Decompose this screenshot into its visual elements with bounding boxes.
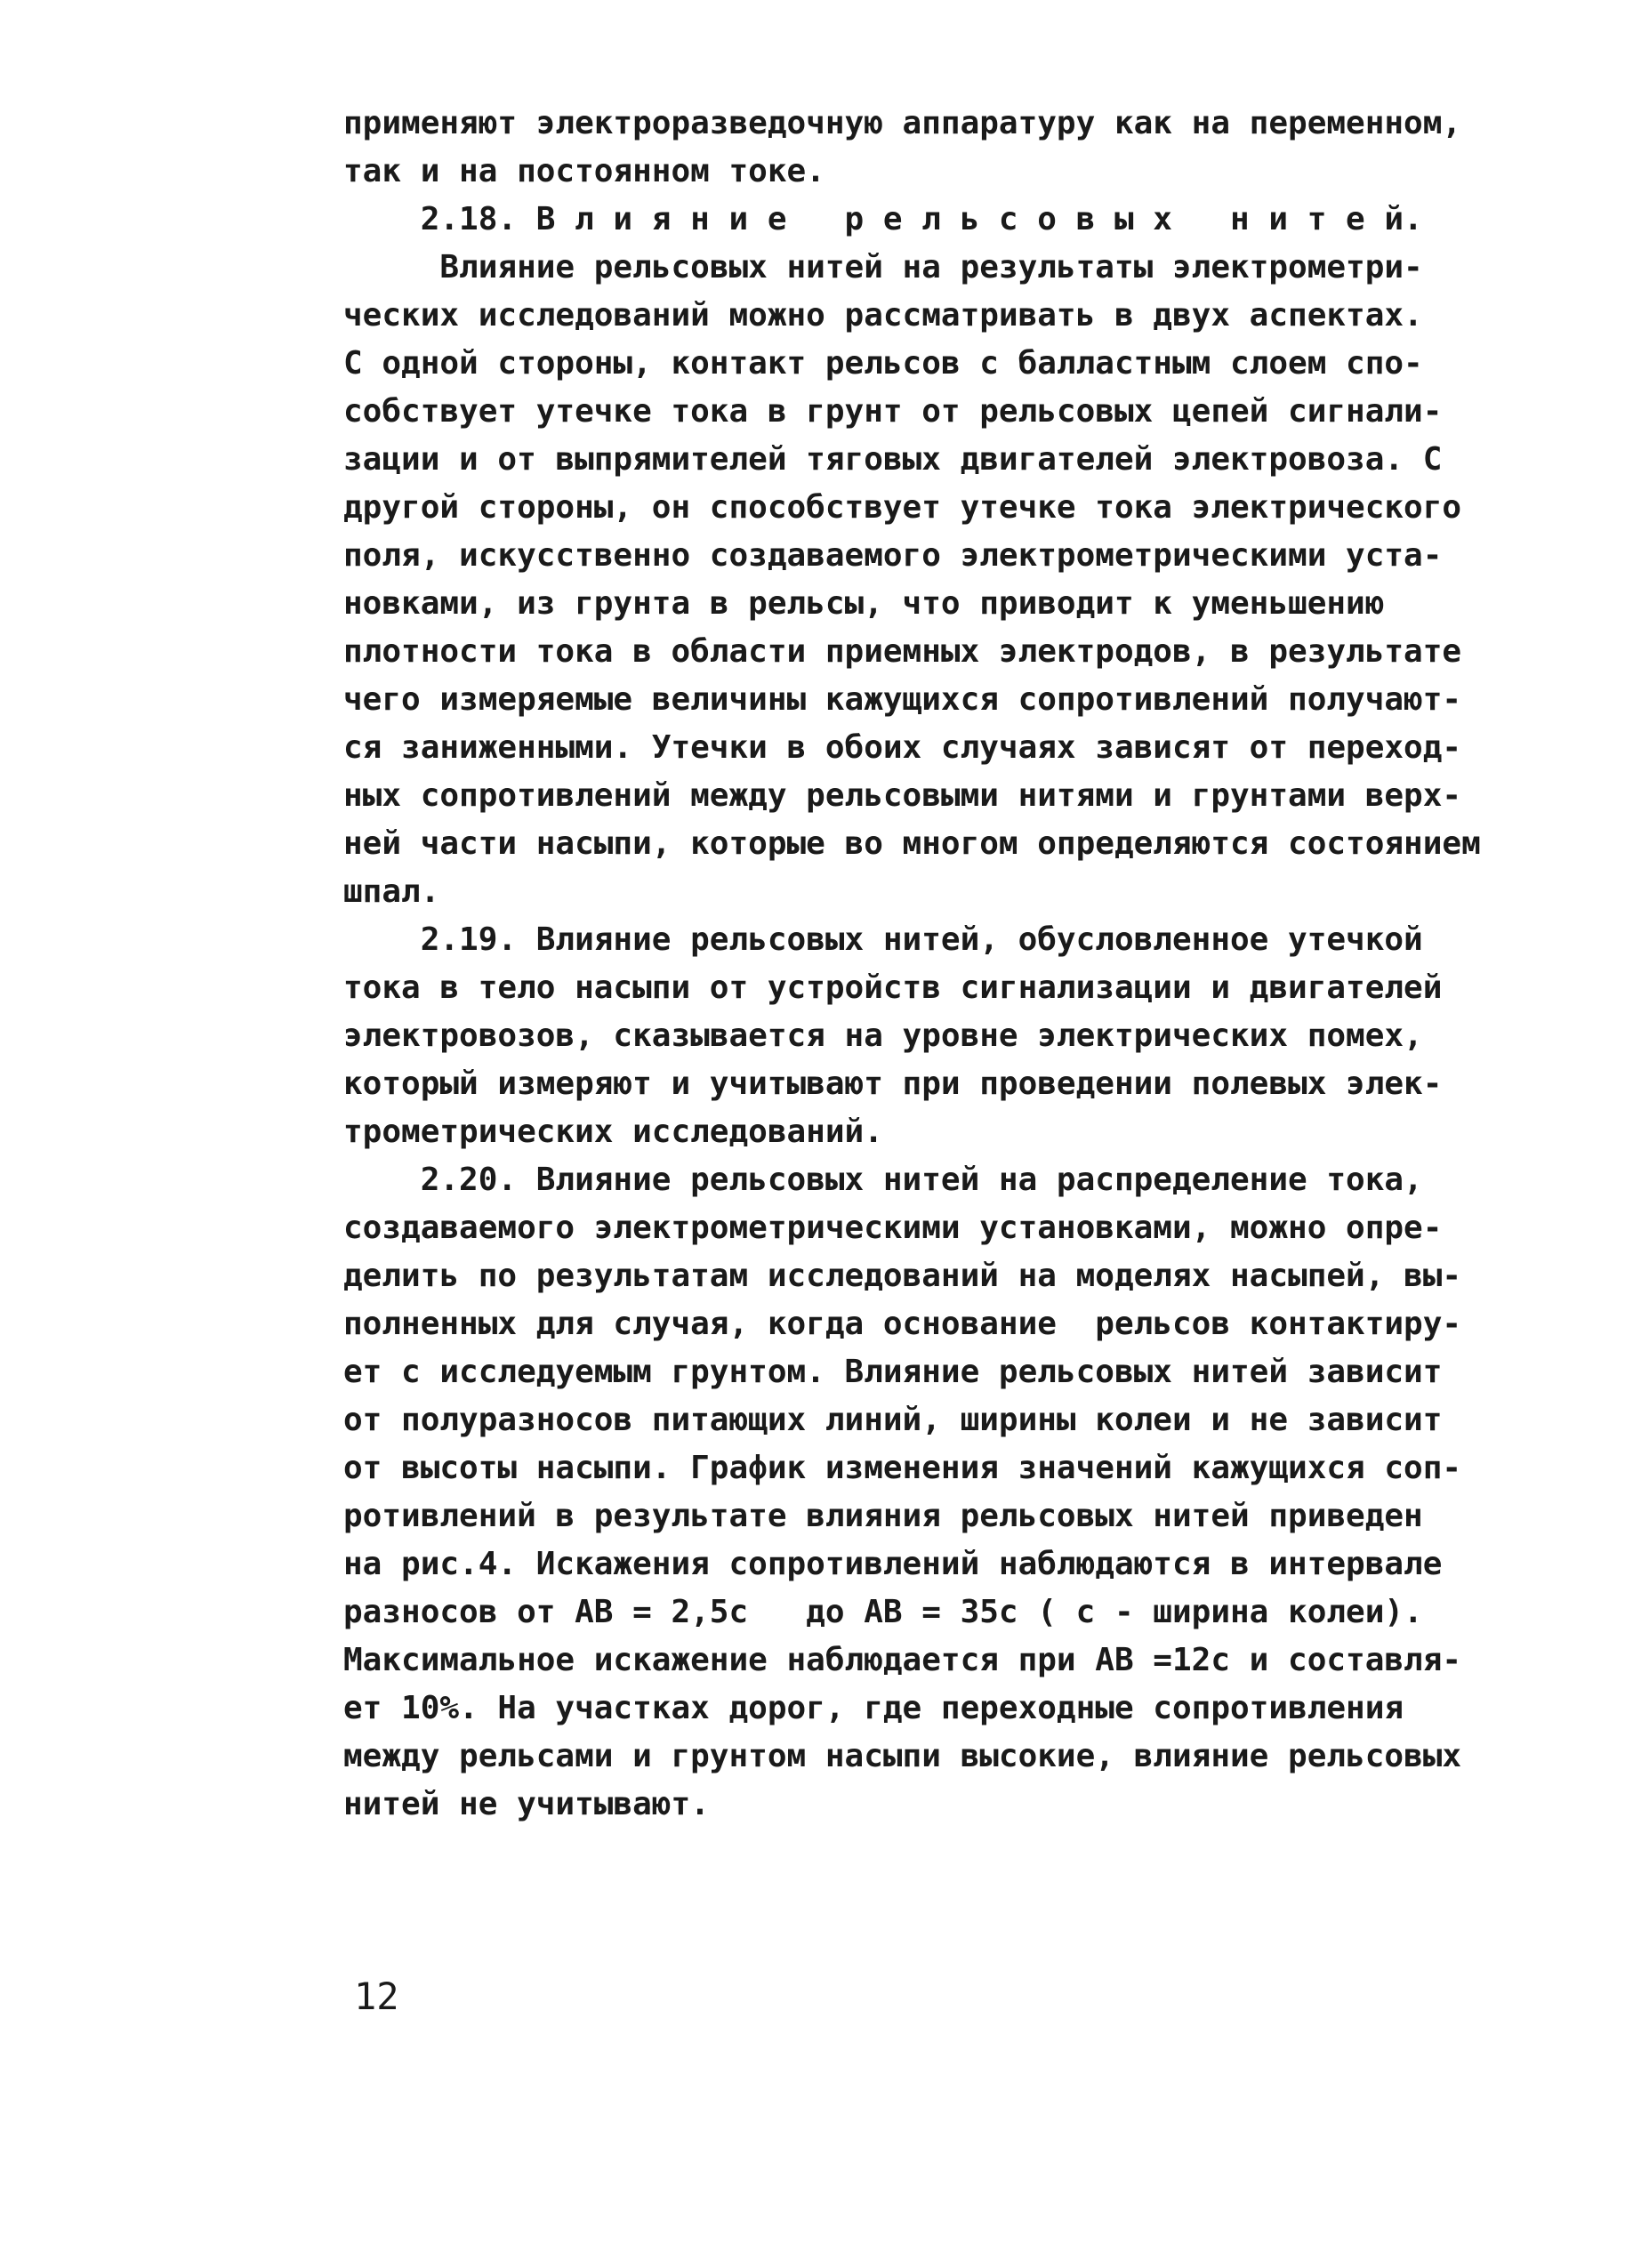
text-line: который измеряют и учитывают при проведении полевых элек- — [343, 1066, 1443, 1102]
text-line: С одной стороны, контакт рельсов с балластным слоем спо- — [343, 345, 1423, 382]
text-line: так и на постоянном токе. — [343, 153, 825, 189]
text-line: разносов от АВ = 2,5с до АВ = 35с ( с - ширина колеи). — [343, 1594, 1423, 1630]
text-line: Максимальное искажение наблюдается при АВ =12с и составля- — [343, 1642, 1462, 1678]
text-line: создаваемого электрометрическими установками, можно опре- — [343, 1210, 1443, 1246]
text-line: между рельсами и грунтом насыпи высокие, влияние рельсовых — [343, 1738, 1462, 1774]
text-line: тока в тело насыпи от устройств сигнализации и двигателей — [343, 969, 1443, 1006]
text-line: полненных для случая, когда основание рельсов контактиру- — [343, 1306, 1462, 1342]
text-line: другой стороны, он способствует утечке тока электрического — [343, 489, 1462, 526]
text-line: зации и от выпрямителей тяговых двигателей электровоза. С — [343, 441, 1443, 478]
text-line: новками, из грунта в рельсы, что приводит к уменьшению — [343, 585, 1385, 622]
text-line: ческих исследований можно рассматривать в двух аспектах. — [343, 297, 1423, 334]
text-line: 2.19. Влияние рельсовых нитей, обусловленное утечкой — [343, 921, 1423, 958]
text-line: на рис.4. Искажения сопротивлений наблюдаются в интервале — [343, 1546, 1443, 1582]
text-line: трометрических исследований. — [343, 1114, 883, 1150]
text-line: плотности тока в области приемных электродов, в результате — [343, 633, 1462, 670]
text-line: делить по результатам исследований на моделях насыпей, вы- — [343, 1258, 1462, 1294]
text-line: ных сопротивлений между рельсовыми нитями и грунтами верх- — [343, 777, 1462, 814]
text-line: нитей не учитывают. — [343, 1786, 710, 1822]
section-heading: 2.18. В л и я н и е р е л ь с о в ы х н и т е й. — [343, 201, 1423, 237]
text-line: Влияние рельсовых нитей на результаты электрометри- — [343, 249, 1423, 286]
text-line: от высоты насыпи. График изменения значений кажущихся соп- — [343, 1450, 1462, 1486]
text-line: поля, искусственно создаваемого электрометрическими уста- — [343, 537, 1443, 574]
text-line: ет 10%. На участках дорог, где переходные сопротивления — [343, 1690, 1404, 1726]
text-line: ет с исследуемым грунтом. Влияние рельсовых нитей зависит — [343, 1354, 1443, 1390]
text-line: чего измеряемые величины кажущихся сопротивлений получают- — [343, 681, 1462, 718]
text-line: шпал. — [343, 873, 440, 910]
text-line: от полуразносов питающих линий, ширины колеи и не зависит — [343, 1402, 1443, 1438]
text-line: ся заниженными. Утечки в обоих случаях зависят от переход- — [343, 729, 1462, 766]
page-number: 12 — [354, 1974, 399, 2018]
text-line: 2.20. Влияние рельсовых нитей на распределение тока, — [343, 1162, 1423, 1198]
text-line: ней части насыпи, которые во многом определяются состоянием — [343, 825, 1481, 862]
text-line: электровозов, сказывается на уровне электрических помех, — [343, 1017, 1423, 1054]
text-line: ротивлений в результате влияния рельсовых нитей приведен — [343, 1498, 1423, 1534]
text-line: собствует утечке тока в грунт от рельсовых цепей сигнали- — [343, 393, 1443, 430]
text-line: применяют электроразведочную аппаратуру как на переменном, — [343, 105, 1462, 141]
